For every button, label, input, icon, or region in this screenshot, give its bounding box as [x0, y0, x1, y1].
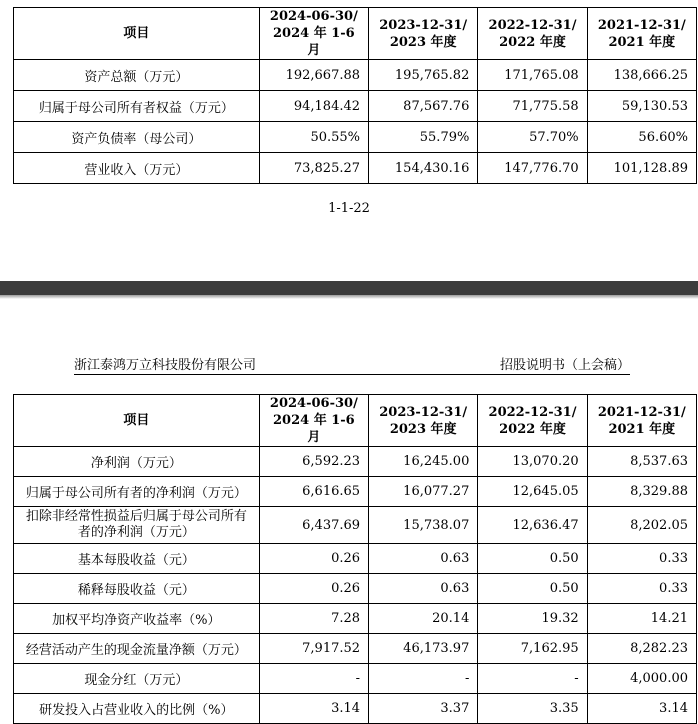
column-header-period: 2024-06-30/ 2024 年 1-6 月	[259, 395, 368, 447]
cell-value: 8,282.23	[587, 634, 696, 664]
row-label: 净利润（万元）	[14, 447, 260, 477]
cell-value: 8,537.63	[587, 447, 696, 477]
cell-value: 71,775.58	[478, 91, 587, 122]
cell-value: -	[259, 664, 368, 694]
document-type: 招股说明书（上会稿）	[499, 358, 630, 373]
table-row	[14, 122, 697, 153]
cell-value: 0.33	[587, 574, 696, 604]
cell-value: 12,636.47	[478, 507, 587, 544]
cell-value: 14.21	[587, 604, 696, 634]
table-row	[14, 60, 697, 91]
cell-value: 0.26	[259, 574, 368, 604]
cell-value: 3.14	[587, 694, 696, 724]
cell-value: 15,738.07	[369, 507, 478, 544]
cell-value: 8,202.05	[587, 507, 696, 544]
cell-value: 7.28	[259, 604, 368, 634]
header-row	[14, 8, 697, 60]
cell-value: 101,128.89	[587, 153, 696, 184]
cell-value: 6,592.23	[259, 447, 368, 477]
cell-value: 138,666.25	[587, 60, 696, 91]
table-row	[14, 694, 697, 724]
cell-value: 59,130.53	[587, 91, 696, 122]
cell-value: 0.63	[369, 544, 478, 574]
cell-value: 6,616.65	[259, 477, 368, 507]
table-row	[14, 604, 697, 634]
cell-value: 171,765.08	[478, 60, 587, 91]
cell-value: 0.50	[478, 544, 587, 574]
cell-value: 3.37	[369, 694, 478, 724]
cell-value: -	[478, 664, 587, 694]
cell-value: 94,184.42	[259, 91, 368, 122]
cell-value: 3.14	[259, 694, 368, 724]
cell-value: 16,245.00	[369, 447, 478, 477]
table-row	[14, 634, 697, 664]
cell-value: 147,776.70	[478, 153, 587, 184]
financial-summary-table-bottom	[13, 394, 697, 724]
cell-value: 7,917.52	[259, 634, 368, 664]
cell-value: 3.35	[478, 694, 587, 724]
cell-value: 57.70%	[478, 122, 587, 153]
cell-value: 0.26	[259, 544, 368, 574]
row-label: 资产总额（万元）	[14, 60, 260, 91]
cell-value: 20.14	[369, 604, 478, 634]
cell-value: 12,645.05	[478, 477, 587, 507]
row-label: 稀释每股收益（元）	[14, 574, 260, 604]
row-label: 归属于母公司所有者的净利润（万元）	[14, 477, 260, 507]
cell-value: 16,077.27	[369, 477, 478, 507]
cell-value: 195,765.82	[369, 60, 478, 91]
table-row	[14, 574, 697, 604]
cell-value: 87,567.76	[369, 91, 478, 122]
row-label: 现金分红（万元）	[14, 664, 260, 694]
cell-value: 55.79%	[369, 122, 478, 153]
column-header-period: 2021-12-31/ 2021 年度	[587, 8, 696, 60]
document-header	[74, 354, 630, 375]
row-label: 基本每股收益（元）	[14, 544, 260, 574]
company-name: 浙江泰鸿万立科技股份有限公司	[74, 358, 257, 373]
page-number: 1-1-22	[328, 201, 370, 216]
cell-value: 4,000.00	[587, 664, 696, 694]
cell-value: 50.55%	[259, 122, 368, 153]
column-header-period: 2022-12-31/ 2022 年度	[478, 8, 587, 60]
row-label: 经营活动产生的现金流量净额（万元）	[14, 634, 260, 664]
table-row	[14, 447, 697, 477]
cell-value: 56.60%	[587, 122, 696, 153]
page-break-shadow	[0, 295, 698, 299]
cell-value: 0.63	[369, 574, 478, 604]
cell-value: 6,437.69	[259, 507, 368, 544]
row-label: 归属于母公司所有者权益（万元）	[14, 91, 260, 122]
cell-value: 46,173.97	[369, 634, 478, 664]
column-header-period: 2023-12-31/ 2023 年度	[369, 395, 478, 447]
column-header-period: 2024-06-30/ 2024 年 1-6 月	[259, 8, 368, 60]
cell-value: 154,430.16	[369, 153, 478, 184]
table-row	[14, 664, 697, 694]
row-label: 扣除非经常性损益后归属于母公司所有者的净利润（万元）	[14, 507, 260, 544]
column-header-item: 项目	[14, 395, 260, 447]
row-label: 加权平均净资产收益率（%）	[14, 604, 260, 634]
cell-value: -	[369, 664, 478, 694]
cell-value: 7,162.95	[478, 634, 587, 664]
cell-value: 192,667.88	[259, 60, 368, 91]
cell-value: 0.50	[478, 574, 587, 604]
column-header-period: 2022-12-31/ 2022 年度	[478, 395, 587, 447]
column-header-period: 2023-12-31/ 2023 年度	[369, 8, 478, 60]
table-row	[14, 153, 697, 184]
header-row	[14, 395, 697, 447]
row-label: 营业收入（万元）	[14, 153, 260, 184]
row-label: 资产负债率（母公司）	[14, 122, 260, 153]
cell-value: 8,329.88	[587, 477, 696, 507]
table-row	[14, 507, 697, 544]
financial-summary-table-top	[13, 7, 697, 184]
table-row	[14, 544, 697, 574]
page-break-bar	[0, 281, 698, 295]
table-row	[14, 91, 697, 122]
column-header-period: 2021-12-31/ 2021 年度	[587, 395, 696, 447]
cell-value: 0.33	[587, 544, 696, 574]
table-row	[14, 477, 697, 507]
cell-value: 73,825.27	[259, 153, 368, 184]
cell-value: 13,070.20	[478, 447, 587, 477]
cell-value: 19.32	[478, 604, 587, 634]
row-label: 研发投入占营业收入的比例（%）	[14, 694, 260, 724]
column-header-item: 项目	[14, 8, 260, 60]
